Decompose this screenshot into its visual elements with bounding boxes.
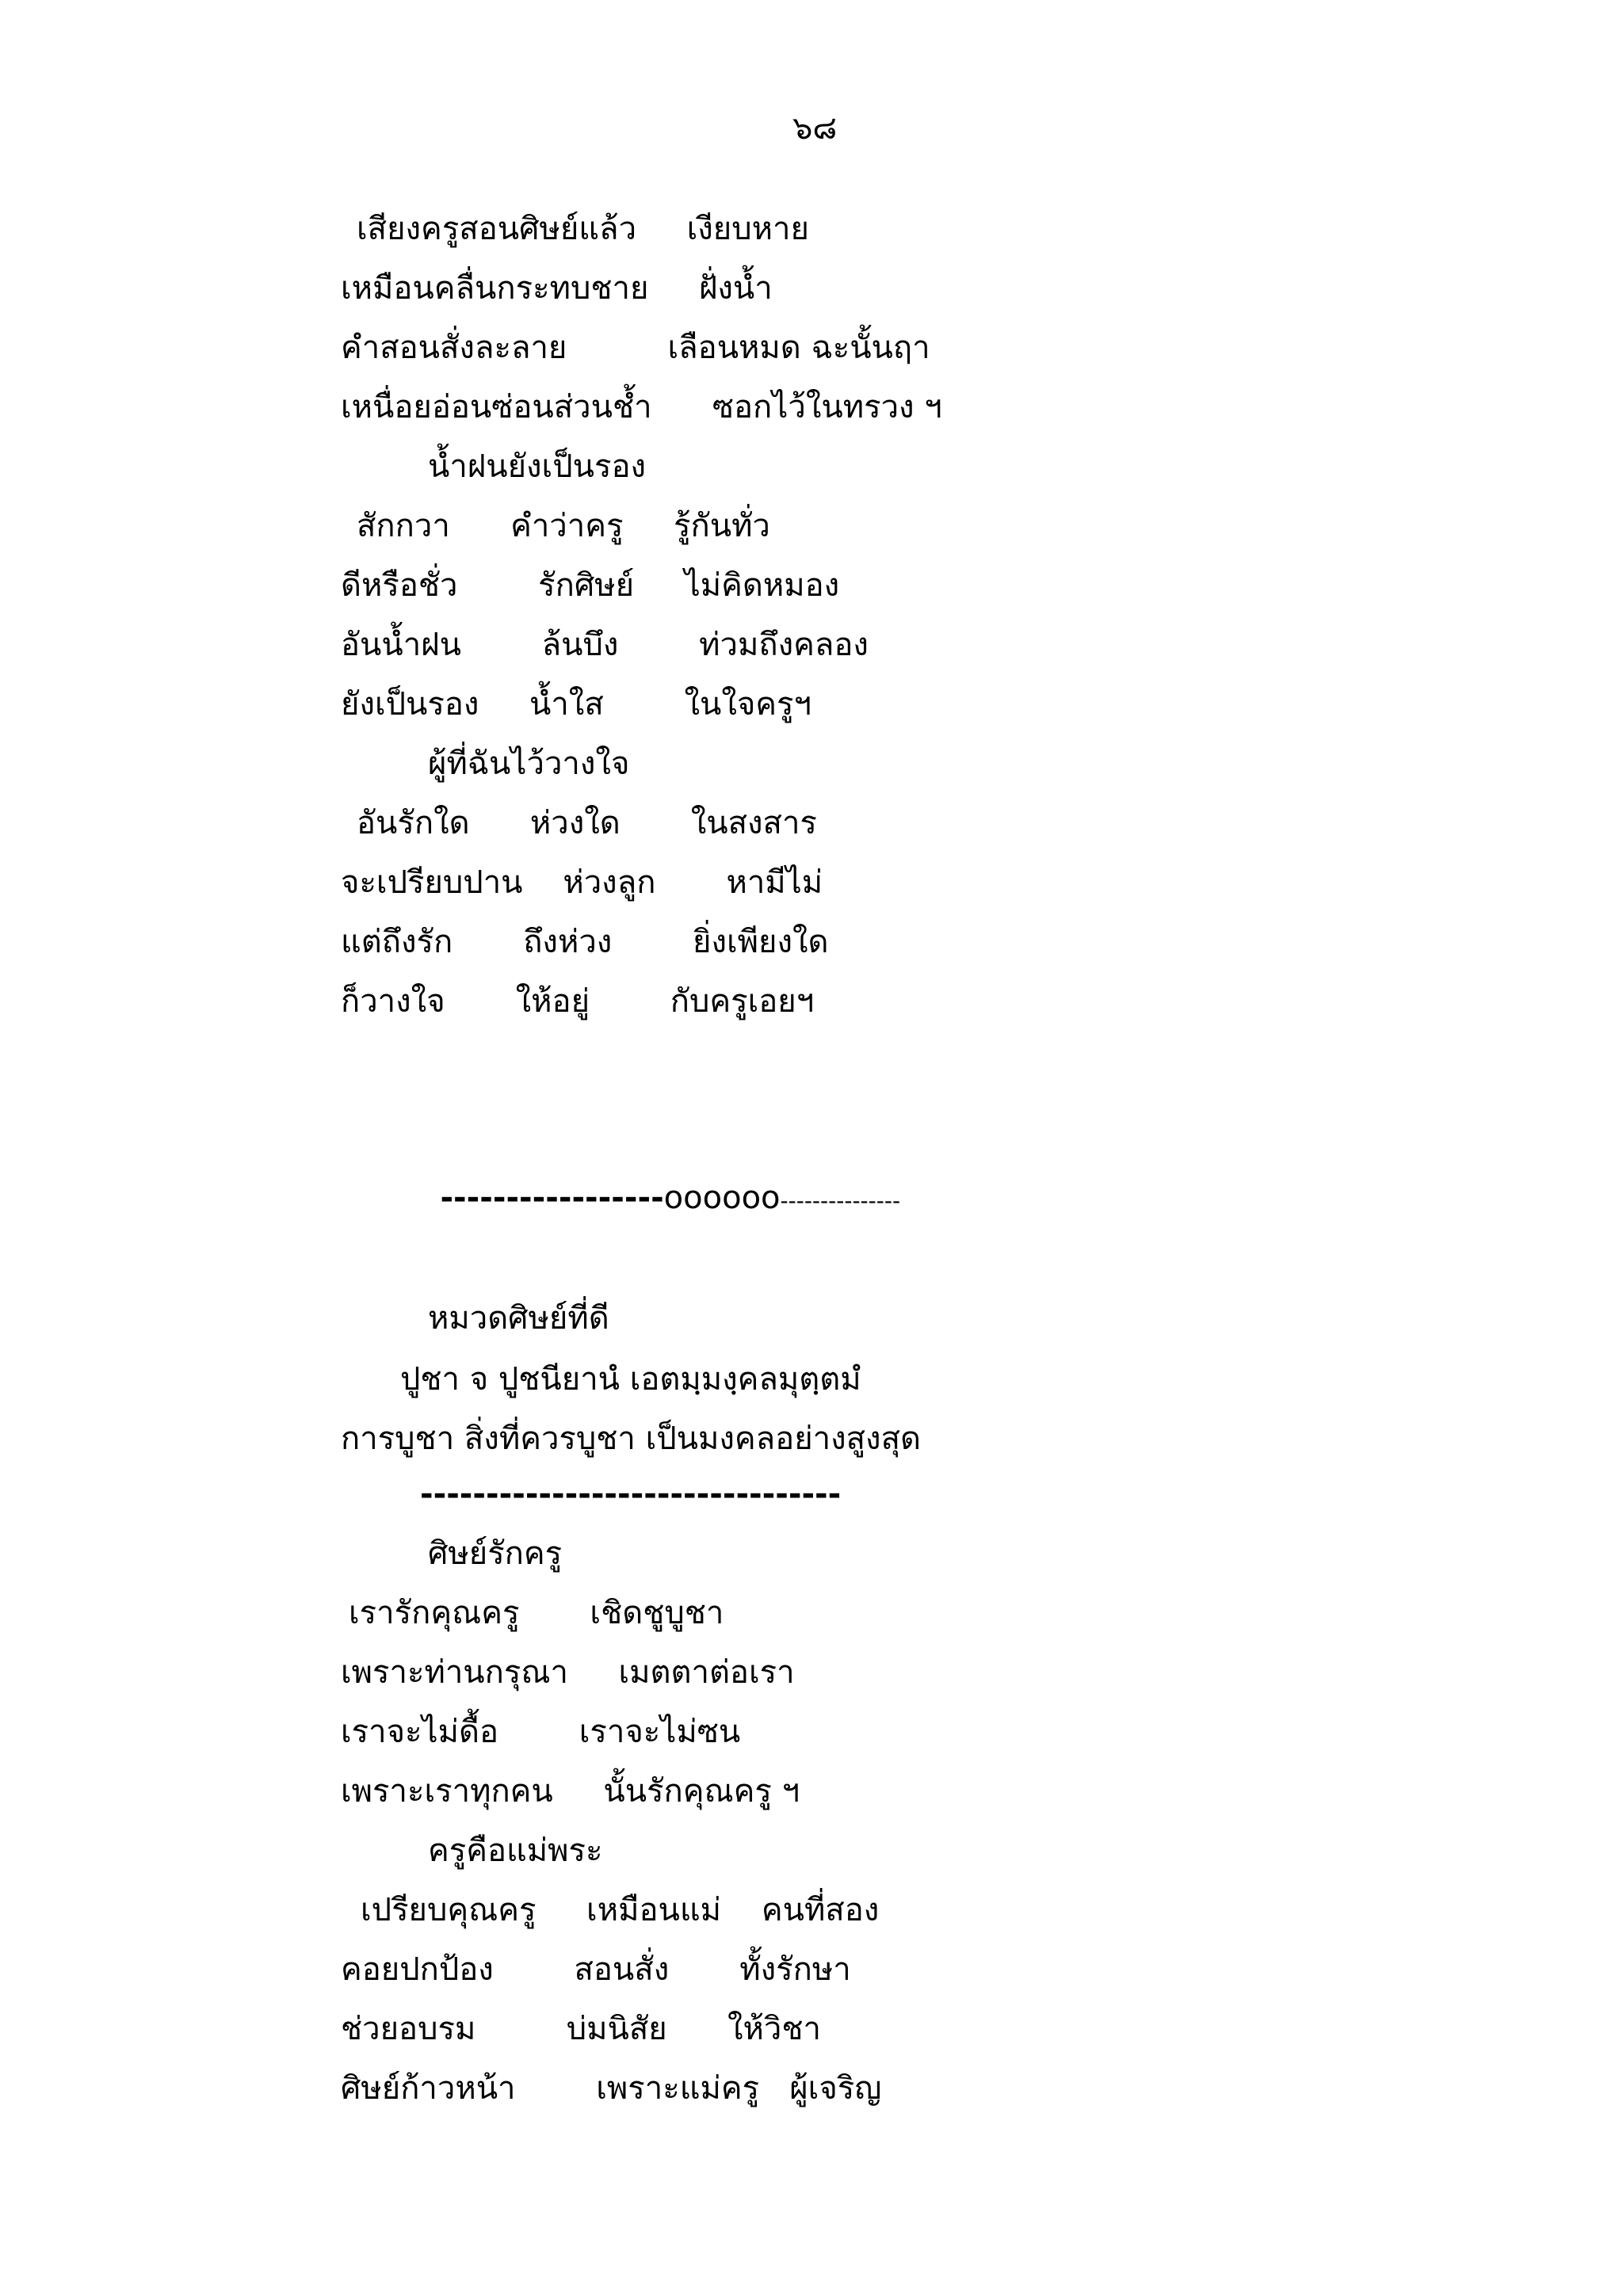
poem-line: ยังเป็นรอง น้ำใส ในใจครูฯ [341,686,812,723]
poem-line: อันน้ำฝน ล้นบึง ท่วมถึงคลอง [341,627,869,663]
divider-tail: --------------- [780,1188,901,1214]
poem-line: เสียงครูสอนศิษย์แล้ว เงียบหาย [357,211,809,247]
poem-line: เหนื่อยอ่อนซ่อนส่วนช้ำ ซอกไว้ในทรวง ฯ [341,389,942,425]
poem-line: เรารักคุณครู เชิดชูบูชา [349,1595,724,1631]
divider-dashes: ----------------- [440,1180,664,1216]
poem-line: เราจะไม่ดื้อ เราจะไม่ซน [341,1714,741,1750]
poem-line: ศิษย์ก้าวหน้า เพราะแม่ครู ผู้เจริญ [341,2070,882,2107]
section-heading: หมวดศิษย์ที่ดี [428,1300,609,1337]
poem-line: เพราะท่านกรุณา เมตตาต่อเรา [341,1654,795,1691]
divider-circles: oooooo [663,1180,781,1216]
pali-translation: การบูชา สิ่งที่ควรบูชา เป็นมงคลอย่างสูงสุด [341,1421,921,1457]
pali-verse: ปูชา จ ปูชนียานํ เอตมฺมงฺคลมุตฺตมํ [400,1361,861,1398]
poem-line: เพราะเราทุกคน นั้นรักคุณครู ฯ [341,1773,800,1810]
poem-title: ผู้ที่ฉันไว้วางใจ [428,746,630,782]
poem-title: ครูคือแม่พระ [428,1833,603,1869]
poem-line: แต่ถึงรัก ถึงห่วง ยิ่งเพียงใด [341,924,829,960]
poem-title: ศิษย์รักครู [428,1535,563,1572]
poem-line: อันรักใด ห่วงใด ในสงสาร [357,805,817,841]
poem-line: ช่วยอบรม บ่มนิสัย ให้วิชา [341,2011,821,2047]
poem-line: เหมือนคลื่นกระทบชาย ฝั่งน้ำ [341,270,773,307]
poem-line: ก็วางใจ ให้อยู่ กับครูเอยฯ [341,983,815,1020]
section-rule: -------------------------------- [420,1476,842,1512]
poem-title: น้ำฝนยังเป็นรอง [428,448,646,485]
poem-line: เปรียบคุณครู เหมือนแม่ คนที่สอง [361,1892,880,1928]
page-number: ๖๘ [792,110,838,147]
poem-line: คอยปกป้อง สอนสั่ง ทั้งรักษา [341,1951,851,1988]
section-divider [420,1141,900,1220]
poem-line: จะเปรียบปาน ห่วงลูก หามีไม่ [341,864,823,901]
poem-line: ดีหรือชั่ว รักศิษย์ ไม่คิดหมอง [341,567,840,604]
poem-line: คำสอนสั่งละลาย เลือนหมด ฉะนั้นฤา [341,330,930,366]
poem-line: สักกวา คำว่าครู รู้กันทั่ว [357,508,770,544]
